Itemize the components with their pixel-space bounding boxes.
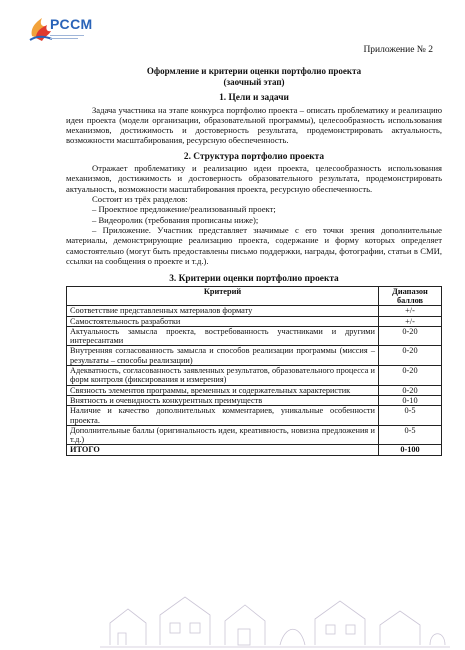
section-1-text: Задача участника на этапе конкурса портфолио проекта – описать проблематику и реализацию идеи проекта (модели организации, образовательной программы), целесообразность использования механизмов, достижимость и достоверность результата, продемонстрировать актуальность, возможности масштабирования, ресурсную обеспеченность. [66, 104, 442, 146]
document-content [66, 66, 442, 456]
table-row [67, 366, 442, 386]
table-row [67, 306, 442, 316]
criterion-cell: Внятность и очевидность конкурентных преимуществ [67, 395, 379, 405]
document-subtitle: (заочный этап) [223, 76, 285, 87]
range-cell: 0-20 [379, 326, 442, 346]
section-1-heading: 1. Цели и задачи [219, 93, 289, 103]
table-row [67, 395, 442, 405]
appendix-label: Приложение № 2 [363, 45, 433, 55]
table-total-row [67, 445, 442, 455]
section-2-item: – Приложение. Участник представляет значимые с его точки зрения дополнительные материалы, демонстрирующие реализацию проекта, содержание и форму которых определяет самостоятельно (могут быть предоставлены письмо поддержки, награды, фотографии, статьи в СМИ, ссылки на сообщения о проекте и т.д.). [66, 224, 442, 266]
table-header-row [67, 286, 442, 306]
col-range-header: Диапазон баллов [379, 286, 442, 306]
range-cell: +/- [379, 306, 442, 316]
section-2-item: – Видеоролик (требования прописаны ниже); [92, 214, 259, 225]
col-criterion-header: Критерий [67, 286, 379, 306]
logo-subtitle [50, 33, 90, 39]
criterion-cell: Самостоятельность разработки [67, 316, 379, 326]
range-cell: 0-20 [379, 346, 442, 366]
criterion-cell: Дополнительные баллы (оригинальность идеи, креативность, новизна предложения и т.д.) [67, 425, 379, 445]
table-row [67, 385, 442, 395]
total-value-cell: 0-100 [379, 445, 442, 455]
range-cell: 0-20 [379, 385, 442, 395]
range-cell: +/- [379, 316, 442, 326]
table-row [67, 406, 442, 426]
range-cell: 0-5 [379, 406, 442, 426]
section-3-heading: 3. Критерии оценки портфолио проекта [169, 274, 339, 285]
table-row [67, 425, 442, 445]
logo-text: РССМ [50, 16, 93, 32]
table-row [67, 346, 442, 366]
table-row [67, 316, 442, 326]
criterion-cell: Внутренняя согласованность замысла и способов реализации программы (миссия – результаты – способы реализации) [67, 346, 379, 366]
range-cell: 0-5 [379, 425, 442, 445]
rssm-logo [28, 12, 98, 54]
range-cell: 0-20 [379, 366, 442, 386]
criterion-cell: Адекватность, согласованность заявленных результатов, образовательного процесса и форм контроля (фиксирования и измерения) [67, 366, 379, 386]
houses-watermark-illustration [100, 585, 450, 650]
section-2-heading: 2. Структура портфолио проекта [183, 151, 325, 162]
table-row [67, 326, 442, 346]
criterion-cell: Связность элементов программы, временных и содержательных характеристик [67, 385, 379, 395]
criterion-cell: Наличие и качество дополнительных комментариев, уникальные особенности проекта. [67, 406, 379, 426]
document-title: Оформление и критерии оценки портфолио проекта [146, 66, 362, 76]
section-2-text: Отражает проблематику и реализацию идеи проекта, целесообразность использования механизмов, достижимость и достоверность образовательного результата, продемонстрировать актуальность, возможности масштабирования проекта, ресурсную обеспеченность. [66, 163, 442, 194]
section-2-item: – Проектное предложение/реализованный проект; [92, 204, 276, 215]
total-label-cell: ИТОГО [67, 445, 379, 455]
criteria-table [66, 286, 442, 456]
range-cell: 0-10 [379, 395, 442, 405]
criterion-cell: Актуальность замысла проекта, востребованность участниками и другими интересантами [67, 326, 379, 346]
section-2-parts-intro: Состоит из трёх разделов: [92, 194, 188, 205]
criterion-cell: Соответствие представленных материалов формату [67, 306, 379, 316]
